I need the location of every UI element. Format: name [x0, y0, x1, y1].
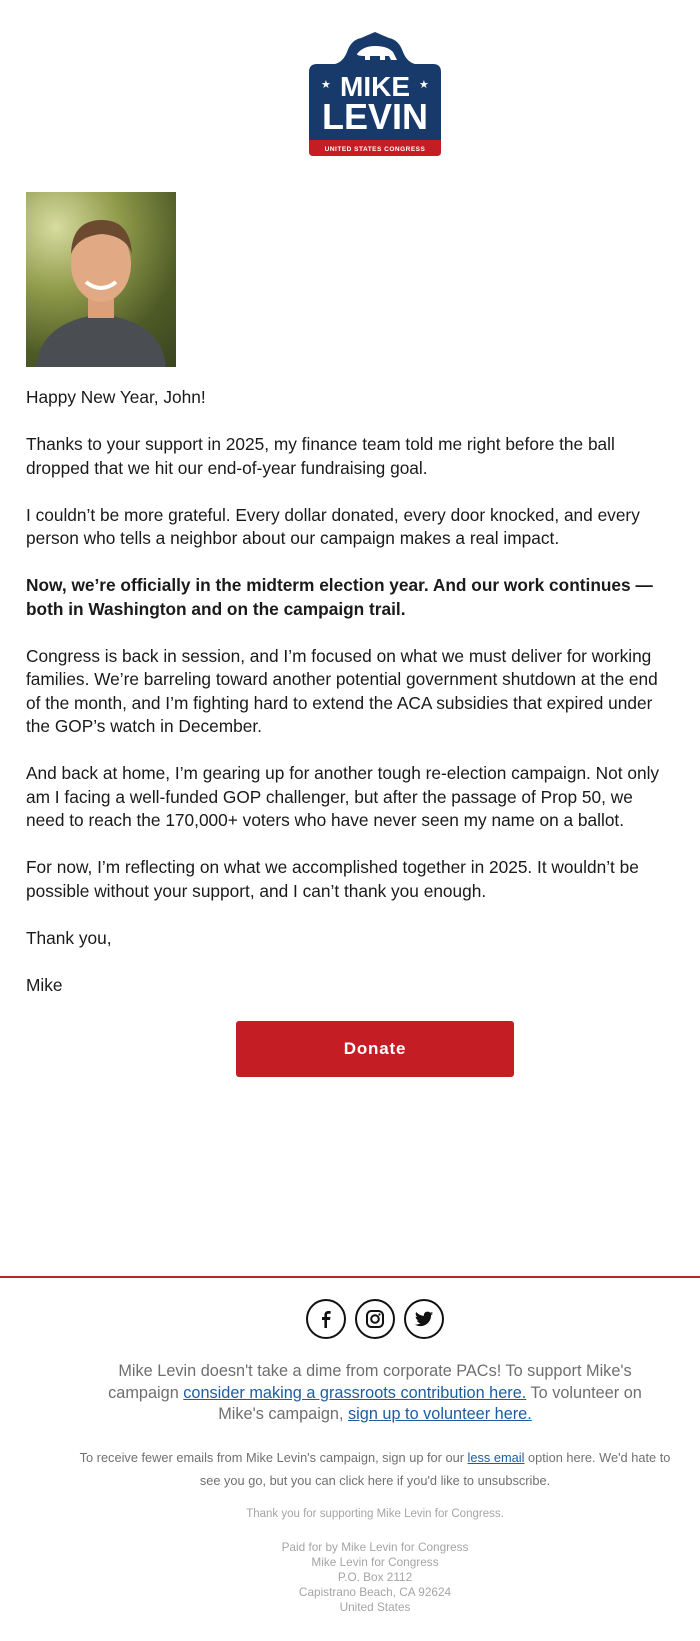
paragraph: For now, I’m reflecting on what we accomplished together in 2025. It wouldn’t be possible without your support, and I can’t thank you enough. [26, 857, 639, 901]
footer-unsubscribe-note [50, 1446, 700, 1492]
candidate-photo [26, 192, 176, 367]
address-line: Capistrano Beach, CA 92624 [298, 1585, 452, 1599]
footer-pac-note [50, 1361, 700, 1426]
campaign-logo [305, 30, 445, 164]
footer-divider [0, 1276, 700, 1278]
letter-section [26, 386, 674, 1077]
footer-text: To volunteer on Mike's campaign, [218, 1383, 642, 1423]
paragraph: Congress is back in session, and I’m focused on what we must deliver for working families. We’re barreling toward another potential government shutdown at the end of the month, and I’m fighting hard to extend the ACA subsidies that expired under the GOP’s watch in December. [26, 645, 658, 736]
greeting: Happy New Year, John! [26, 387, 206, 407]
paragraph: I couldn’t be more grateful. Every dollar donated, every door knocked, and every person who tells a neighbor about our campaign makes a real impact. [26, 504, 640, 548]
donate-button[interactable]: Donate [236, 1021, 514, 1077]
social-links [50, 1299, 700, 1339]
star-icon: ★ [321, 79, 331, 91]
grassroots-contribution-link[interactable]: consider making a grassroots contribution here. [183, 1383, 527, 1402]
svg-text:UNITED STATES CONGRESS: UNITED STATES CONGRESS [324, 146, 426, 153]
facebook-icon[interactable] [306, 1299, 346, 1339]
paragraph-bold: Now, we’re officially in the midterm election year. And our work continues — both in Washington and on the campaign trail. [26, 575, 653, 619]
address-line: P.O. Box 2112 [337, 1570, 413, 1584]
svg-text:LEVIN: LEVIN [321, 96, 429, 137]
footer-text: option here. We'd hate to see you go, but you can click here if you'd like to unsubscribe. [199, 1450, 671, 1488]
signature: Mike [26, 974, 63, 995]
twitter-icon[interactable] [404, 1299, 444, 1339]
address-line: Paid for by Mike Levin for Congress [281, 1540, 469, 1554]
footer-address [50, 1540, 700, 1615]
star-icon: ★ [419, 79, 429, 91]
instagram-icon[interactable] [355, 1299, 395, 1339]
paragraph: And back at home, I’m gearing up for another tough re-election campaign. Not only am I facing a well-funded GOP challenger, but after the passage of Prop 50, we need to reach the 170,000+ voters who have never seen my name on a ballot. [26, 763, 660, 830]
address-line: Mike Levin for Congress [311, 1555, 439, 1569]
paragraph: Thanks to your support in 2025, my finance team told me right before the ball dropped that we hit our end-of-year fundraising goal. [26, 434, 615, 478]
volunteer-link[interactable]: sign up to volunteer here. [348, 1405, 532, 1423]
footer-thanks: Thank you for supporting Mike Levin for Congress. [246, 1508, 504, 1520]
address-line: United States [339, 1600, 411, 1614]
svg-text:MIKE: MIKE [340, 71, 410, 102]
footer-text: Mike Levin doesn't take a dime from corporate PACs! To support Mike's campaign [108, 1362, 632, 1402]
letter-body [26, 386, 674, 997]
less-email-link[interactable]: less email [467, 1450, 525, 1465]
closing: Thank you, [26, 927, 112, 948]
footer-text: To receive fewer emails from Mike Levin's campaign, sign up for our [79, 1450, 468, 1465]
